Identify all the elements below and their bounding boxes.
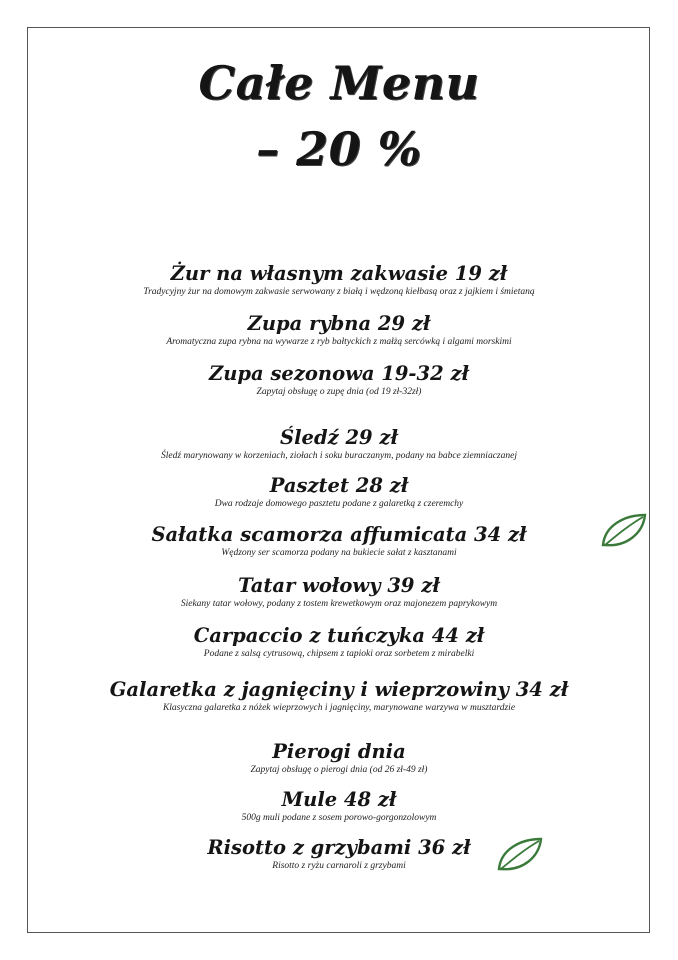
menu-item [0,362,678,398]
menu-item-name: Carpaccio z tuńczyka 44 zł [193,624,485,647]
menu-title: Całe Menu [198,56,480,110]
menu-item [0,788,678,824]
menu-item-name: Śledź 29 zł [280,426,398,449]
leaf-icon [599,511,649,551]
menu-item [0,262,678,298]
menu-item [0,740,678,776]
menu-item [0,836,678,872]
menu-item-name: Sałatka scamorza affumicata 34 zł [151,523,527,546]
menu-item [0,678,678,714]
menu-item-name: Risotto z grzybami 36 zł [207,836,471,859]
menu-item-name: Zupa sezonowa 19-32 zł [208,362,470,385]
menu-item-description: Tradycyjny żur na domowym zakwasie serwowany z białą i wędzoną kiełbasą oraz z jajkiem i śmietaną [143,287,535,297]
menu-item-name: Tatar wołowy 39 zł [238,574,440,597]
menu-item-description: Risotto z ryżu carnaroli z grzybami [272,861,406,871]
menu-item-name: Mule 48 zł [281,788,397,811]
leaf-icon [495,835,545,875]
menu-item-description: Dwa rodzaje domowego pasztetu podane z galaretką z czeremchy [214,499,464,509]
menu-item-name: Zupa rybna 29 zł [247,312,431,335]
menu-item-name: Żur na własnym zakwasie 19 zł [170,262,508,285]
menu-item-description: Klasyczna galaretka z nóżek wieprzowych i jagnięciny, marynowane warzywa w musztardzie [162,703,516,713]
menu-item [0,426,678,462]
menu-item-name: Galaretka z jagnięciny i wieprzowiny 34 zł [109,678,569,701]
menu-item-description: Śledź marynowany w korzeniach, ziołach i soku buraczanym, podany na babce ziemniaczanej [161,451,517,461]
menu-item [0,624,678,660]
menu-item-description: Wędzony ser scamorza podany na bukiecie sałat z kasztanami [221,548,457,558]
menu-item-description: Zapytaj obsługę o zupę dnia (od 19 zł-32zł) [256,387,422,397]
menu-item-description: Podane z salsą cytrusową, chipsem z tapioki oraz sorbetem z mirabelki [203,649,475,659]
menu-item-description: Zapytaj obsługę o pierogi dnia (od 26 zł-49 zł) [250,765,428,775]
menu-item [0,474,678,510]
menu-discount: – 20 % [256,122,422,176]
menu-item [0,312,678,348]
menu-item-description: Siekany tatar wołowy, podany z tostem krewetkowym oraz majonezem paprykowym [180,599,498,609]
menu-item-name: Pasztet 28 zł [269,474,409,497]
menu-item-description: 500g muli podane z sosem porowo-gorgonzolowym [241,813,437,823]
menu-item-description: Aromatyczna zupa rybna na wywarze z ryb bałtyckich z małżą sercówką i algami morskimi [166,337,512,347]
menu-item [0,574,678,610]
menu-item [0,523,678,559]
menu-item-name: Pierogi dnia [272,740,406,763]
